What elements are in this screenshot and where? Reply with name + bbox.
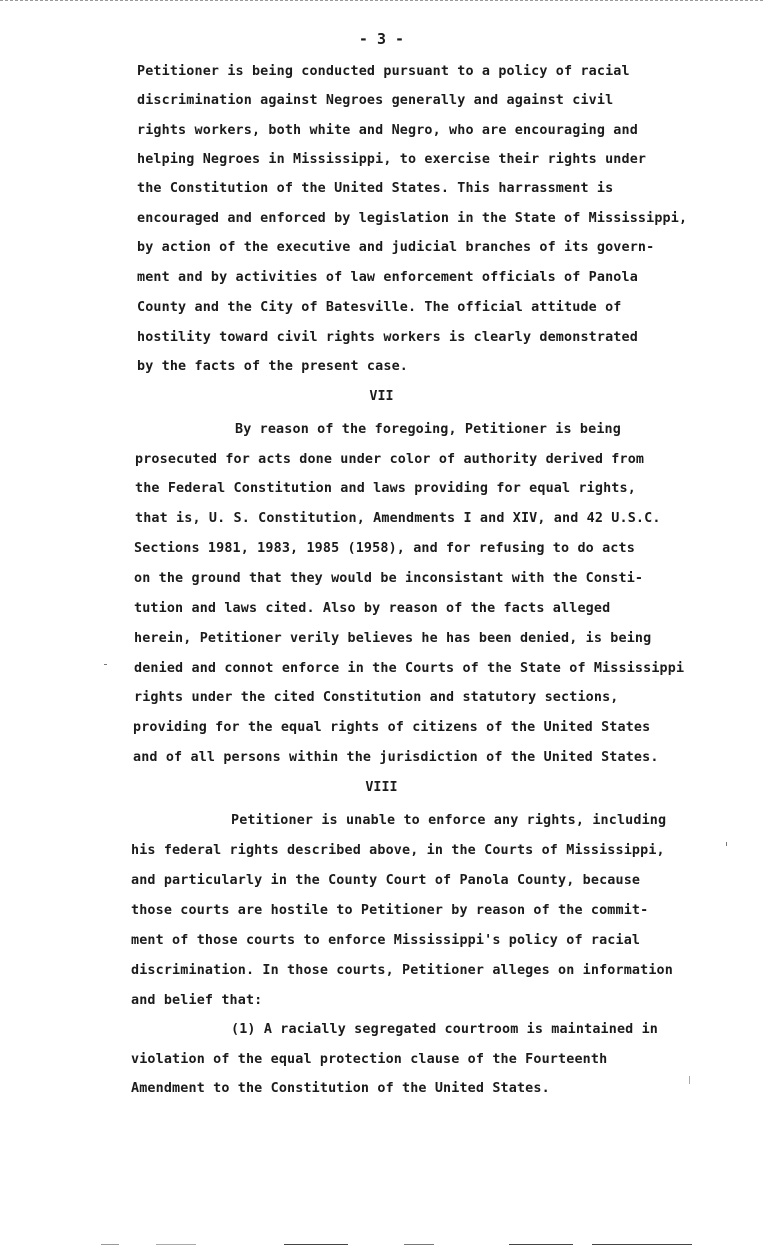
- section-vii-line: and of all persons within the jurisdiction of the United States.: [133, 750, 659, 765]
- section-vii-line: that is, U. S. Constitution, Amendments I and XIV, and 42 U.S.C.: [135, 511, 661, 526]
- section-vii-line: denied and connot enforce in the Courts of the State of Mississippi: [134, 661, 685, 676]
- section-vii-line: Sections 1981, 1983, 1985 (1958), and for refusing to do acts: [134, 541, 635, 556]
- bottom-scan-rule: [509, 1244, 573, 1245]
- scan-speck: [104, 664, 107, 665]
- paragraph-line: by action of the executive and judicial branches of its govern-: [137, 240, 655, 255]
- bottom-scan-rule: [156, 1244, 196, 1245]
- section-heading-viii: VIII: [365, 780, 398, 795]
- scan-speck: [689, 1076, 690, 1084]
- page-top-border: [0, 0, 763, 1]
- section-vii-line: prosecuted for acts done under color of authority derived from: [135, 452, 645, 467]
- section-vii-line: By reason of the foregoing, Petitioner is being: [235, 422, 621, 437]
- paragraph-line: discrimination against Negroes generally and against civil: [137, 93, 614, 108]
- section-viii-line: violation of the equal protection clause of the Fourteenth: [131, 1052, 608, 1067]
- section-vii-line: the Federal Constitution and laws providing for equal rights,: [135, 481, 636, 496]
- bottom-scan-rule: [404, 1244, 434, 1245]
- section-viii-line: his federal rights described above, in the Courts of Mississippi,: [131, 843, 665, 858]
- paragraph-line: encouraged and enforced by legislation in the State of Mississippi,: [137, 211, 688, 226]
- section-vii-line: on the ground that they would be inconsistant with the Consti-: [134, 571, 644, 586]
- paragraph-line: helping Negroes in Mississippi, to exercise their rights under: [137, 152, 647, 167]
- paragraph-line: rights workers, both white and Negro, who are encouraging and: [137, 123, 638, 138]
- paragraph-line: Petitioner is being conducted pursuant to a policy of racial: [137, 64, 630, 79]
- paragraph-line: by the facts of the present case.: [137, 359, 408, 374]
- paragraph-line: the Constitution of the United States. This harrassment is: [137, 181, 614, 196]
- bottom-scan-rule: [284, 1244, 348, 1245]
- paragraph-line: County and the City of Batesville. The official attitude of: [137, 300, 622, 315]
- paragraph-line: ment and by activities of law enforcement officials of Panola: [137, 270, 638, 285]
- scan-speck: [726, 842, 727, 846]
- section-vii-line: tution and laws cited. Also by reason of the facts alleged: [134, 601, 611, 616]
- section-vii-line: providing for the equal rights of citizens of the United States: [133, 720, 651, 735]
- bottom-scan-rule: [101, 1244, 119, 1245]
- section-viii-line: Petitioner is unable to enforce any rights, including: [231, 813, 667, 828]
- section-viii-line: ment of those courts to enforce Mississippi's policy of racial: [131, 933, 641, 948]
- section-viii-line: and belief that:: [131, 993, 263, 1008]
- section-viii-line: discrimination. In those courts, Petitioner alleges on information: [131, 963, 673, 978]
- section-viii-line: (1) A racially segregated courtroom is maintained in: [231, 1022, 659, 1037]
- page-number: - 3 -: [358, 30, 405, 48]
- section-vii-line: rights under the cited Constitution and statutory sections,: [134, 690, 619, 705]
- bottom-scan-rule: [592, 1244, 692, 1245]
- section-viii-line: and particularly in the County Court of Panola County, because: [131, 873, 641, 888]
- section-viii-line: those courts are hostile to Petitioner by reason of the commit-: [131, 903, 649, 918]
- paragraph-line: hostility toward civil rights workers is clearly demonstrated: [137, 330, 638, 345]
- section-vii-line: herein, Petitioner verily believes he has been denied, is being: [134, 631, 652, 646]
- section-heading-vii: VII: [369, 389, 394, 404]
- section-viii-line: Amendment to the Constitution of the United States.: [131, 1081, 550, 1096]
